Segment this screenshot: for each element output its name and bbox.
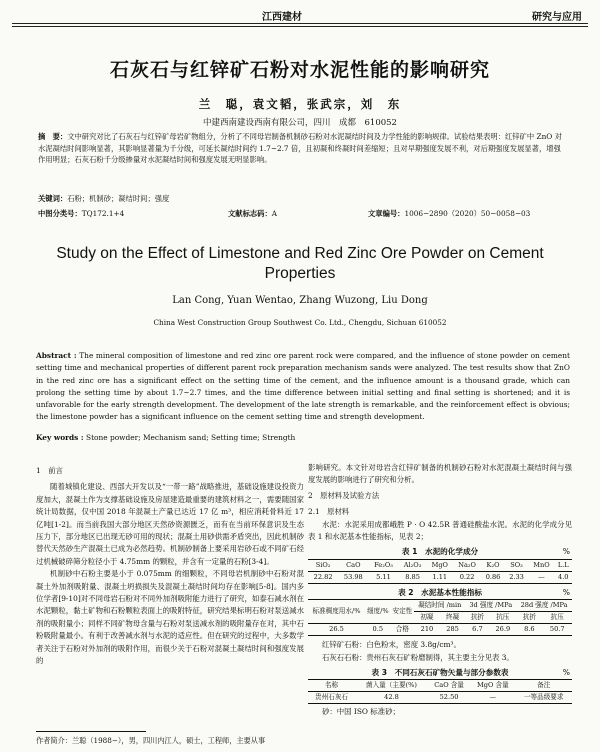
table-2-header: 3d 强度 /MPa [469,601,513,610]
table-1-caption [308,546,572,558]
table-1-cell: — [538,572,545,581]
table-2 [308,599,572,636]
table-2-header: 安定性 [392,607,413,616]
table-2-subheader: 终凝 [445,613,460,622]
abstract-chinese [38,131,568,166]
table-2-cell: 26.9 [495,625,511,634]
table-1-header: SO₃ [510,560,523,569]
authors-chinese: 兰 聪，袁文韬，张武宗，刘 东 [198,97,402,111]
article-number-label: 文章编号： [368,209,405,218]
body-right-column [308,462,572,719]
table-2-cell: 合格 [395,625,409,634]
author-footnote: 作者简介：兰聪（1988−），男，四川内江人，硕士，工程师，主要从事 [36,736,266,745]
footnote-rule [36,731,146,732]
table-3-header-row [308,680,572,692]
table-3-cell: — [489,693,497,702]
limestone-powder-paragraph: 石灰石石粉：贵州石灰石矿粉磨制得，其主要主分见表 3。 [322,652,514,662]
doc-code: A [271,209,278,218]
classification-line [38,209,568,219]
table-1-header: Fe₂O₃ [374,560,393,569]
table-1-cell: 1.11 [432,572,448,581]
table-1-header: Na₂O [458,560,476,569]
keywords-english [36,433,570,442]
table-row [308,692,572,704]
table-3-cell: 贵州石灰石 [315,693,349,702]
table-1-cell: 8.85 [405,572,420,581]
table-1 [308,559,572,584]
doc-code-label: 文献标志码： [228,209,272,218]
table-1-header: Al₂O₃ [403,560,422,569]
clc-number: TQ172.1+4 [81,209,125,218]
abstract-cn-text: 文中研究对比了石灰石与红锌矿母岩矿物组分，分析了不同母岩制备机制砂石粉对水泥凝结时间及力学性能的影响规律。试验结果表明：红锌矿中 ZnO 对水泥凝结时间影响显著，其影响显著量为千分级，可延长凝结时间约 1.7~2.7 倍，且初凝和终凝时间差缩短；且对早期强度发展不利，对后期强度发展显著，增强作用明显；石灰石粉千分级掺量对水泥凝结时间和强度发展无明显影响。 [38,132,562,164]
table-2-subheader: 抗压 [496,613,510,622]
table-1-header-row [308,559,572,571]
keywords-cn-text: 石粉；机制砂；凝结时间；强度 [67,194,170,203]
running-header [12,8,588,22]
right-paragraph-1: 影响研究。本文针对母岩含红锌矿制备的机制砂石粉对水泥混凝土凝结时间与强度发展的影响进行了研究和分析。 [308,463,572,485]
table-2-subheader: 初凝 [420,613,434,622]
table-2-header: 凝结时间 /min [418,601,462,610]
abstract-cn-label: 摘 要： [38,132,68,141]
table-1-header: CaO [346,560,361,569]
keywords-en-label: Key words : [36,433,84,442]
table-2-cell: 0.5 [372,625,384,634]
section-2-1-heading: 2.1 原材料 [308,507,350,517]
table-1-cell: 53.98 [343,572,363,581]
table-2-header: 标准稠度用水/% [312,607,361,616]
table-2-cell: 26.5 [329,625,344,634]
table-3-header: 备注 [537,681,551,690]
table-3 [308,679,572,704]
table-2-unit: % [562,587,570,597]
table-1-cell: 2.33 [509,572,524,581]
keywords-chinese [38,194,568,204]
table-1-unit: % [562,547,570,557]
table-2-cell: 8.6 [524,625,535,634]
section-2-heading: 2 原材料及试验方法 [308,490,380,500]
table-3-unit: % [562,668,570,678]
table-1-header: MgO [431,560,448,569]
table-2-cell: 6.7 [472,625,483,634]
abstract-english [36,350,570,424]
table-row [308,624,572,636]
article-number: 1006−2890（2020）50−0058−03 [404,209,531,218]
table-1-header: MnO [533,560,550,569]
keywords-cn-label: 关键词： [38,194,68,203]
abstract-en-text: The mineral composition of limestone and red zinc ore parent rock were compared, and the influence of stone powder on cement setting time and mechanical properties of different parent rock preparation mechanism sands were analyzed. The test results show that ZnO in the red zinc ore has a significant effect on the setting time of the cement, and the influence amount is a thousand grade, which can prolong the setting time by about 1.7~2.7 times, and the time difference between initial setting and final setting is shortened; and it is unfavorable for the early strength development. The development of the late strength is remarkable, and the reinforcement effect is obvious; the limestone powder has a significant influence on the cement setting time and strength development. [36,351,570,422]
intro-heading: 1 前言 [36,466,63,475]
table-1-header: L.L [557,560,569,569]
header-rule-thin [12,26,588,27]
intro-paragraph-1: 随着城镇化建设、西部大开发以及“一带一路”战略推进，基础设施建设投资力度加大，混凝土作为支撑基础设施及房屋建造最重要的建筑材料之一，需要随国家统计局数据，仅中国 2018 年混凝土产量已达近 17 亿 m³，相应消耗骨料近 17 亿吨[1-2]。而当前我国大部分地区天然砂资源匮乏，而有在当前环保意识及生态压力下，部分地区已出现无砂可用的现状；混凝土用砂供需矛盾突出，因此机制砂替代天然砂生产混凝土已成为必然趋势。机制砂制备上要采用岩砂石或不同矿石经过机械破碎筛分粒径小于 4.75mm 的颗粒，并含有一定量的石粉[3-4]。 [36,482,304,566]
table-2-header: 细度/% [366,607,389,616]
journal-name: 江西建材 [262,12,302,23]
table-2-cell: 210 [420,625,434,634]
table-row [308,571,572,583]
table-3-header: CaO 含量 [434,681,464,690]
title-english: Study on the Effect of Limestone and Red Zinc Ore Powder on Cement Properties [56,245,544,282]
table-2-subheader: 抗折 [470,613,484,622]
table-1-title: 表 1 水泥的化学成分 [401,547,479,557]
affiliation-chinese: 中建西南建设西南有限公司，四川 成都 610052 [203,118,397,128]
table-3-title: 表 3 不同石灰石矿物矢量与部分参数表 [371,668,509,678]
table-2-caption [308,587,572,599]
affiliation-english: China West Construction Group Southwest Co. Ltd., Chengdu, Sichuan 610052 [153,318,447,327]
table-3-cell: 52.50 [439,693,459,702]
keywords-en-text: Stone powder; Mechanism sand; Setting time; Strength [86,433,296,442]
table-1-cell: 5.11 [376,572,391,581]
intro-paragraph-2: 机制砂中石粉主要是小于 0.075mm 的细颗粒，不同母岩机制砂中石粉对混凝土外加剂吸附量、混凝土坍损损失及混凝土凝结时间均存在影响[5-8]。国内多位学者[9-10]对不同母岩石粉对不同外加剂吸附能力进行了研究，如泰石减水剂在水泥颗粒，黏土矿物和石粉颗粒表面上的吸附特征，研究结果标明石粉对泵送减水剂的吸附量小；同样不同矿物母含量与石粉对泵送减水剂的吸附量存在对，其中石粉吸附量最小。有利于改善减水剂与水泥的适应性。但在研究的过程中，大多数学者关注于石粉对外加剂的吸附作用，而很少关于石粉对混凝土凝结时间和强度发展的 [36,569,304,666]
clc-label: 中图分类号： [38,209,82,218]
table-2-title: 表 2 水泥基本性能指标 [398,587,482,597]
table-3-header: 菌入量（主要(%) [365,681,417,690]
table-3-cell: 一等品级要求 [523,693,564,702]
table-3-header: 名称 [324,681,339,690]
table-2-header: 28d 强度 /MPa [520,601,568,610]
table-2-cell: 285 [446,625,459,634]
cement-paragraph: 水泥：水泥采用成都峨胜 P · O 42.5R 普通硅酸盐水泥。水泥的化学成分见表 1 和水泥基本性能指标，见表 2； [308,519,572,542]
section-name: 研究与应用 [532,12,582,23]
table-2-subheader: 抗折 [522,613,536,622]
sand-paragraph: 砂：中国 ISO 标准砂； [322,707,400,717]
zinc-powder-paragraph: 红锌矿石粉：白色粉末，密度 3.8g/cm³。 [322,640,461,650]
abstract-en-label: Abstract : [36,351,77,360]
table-3-header: MgO 含量 [477,681,509,690]
authors-english: Lan Cong, Yuan Wentao, Zhang Wuzong, Liu Dong [172,295,428,306]
table-1-header: K₂O [486,560,500,569]
table-1-cell: 0.22 [459,572,475,581]
table-1-cell: 4.0 [558,572,569,581]
table-1-cell: 0.86 [485,572,501,581]
table-3-caption [308,667,572,679]
table-2-header-row [308,600,572,612]
table-3-cell: 42.8 [384,693,399,702]
table-2-cell: 50.7 [549,625,565,634]
body-left-column [36,462,304,668]
table-1-header: SiO₂ [315,560,331,569]
table-1-cell: 22.82 [313,572,333,581]
title-chinese: 石灰石与红锌矿石粉对水泥性能的影响研究 [109,59,490,81]
table-2-subheader: 抗压 [550,613,564,622]
header-rule [12,23,588,24]
